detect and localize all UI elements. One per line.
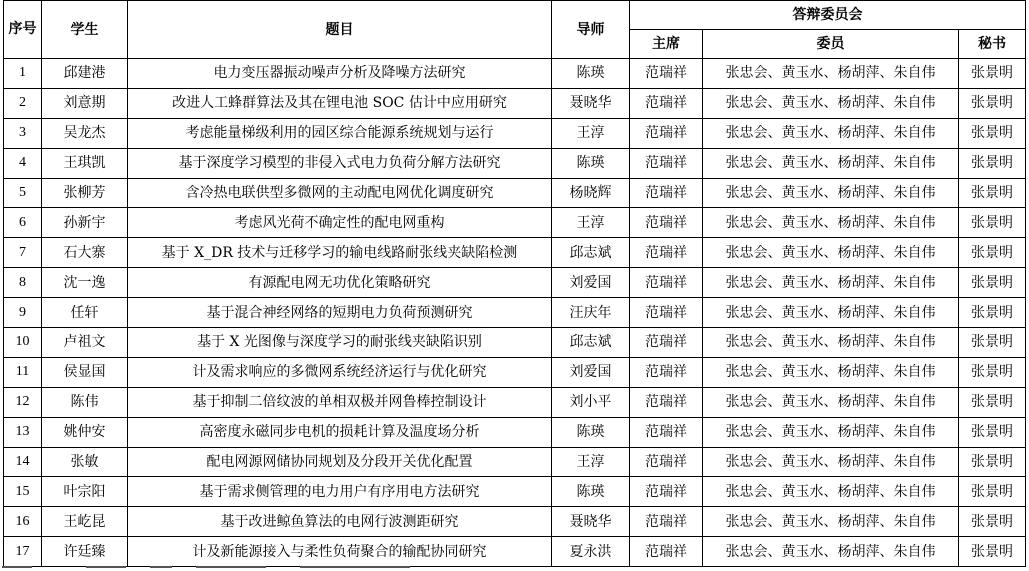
cell-advisor: 汪庆年 (552, 298, 630, 328)
cell-seq: 12 (4, 387, 42, 417)
header-title: 题目 (128, 1, 552, 59)
cell-title: 电力变压器振动噪声分析及降噪方法研究 (128, 59, 552, 89)
table-row (4, 148, 1026, 178)
cell-student: 吴龙杰 (42, 118, 128, 148)
cell-title: 高密度永磁同步电机的损耗计算及温度场分析 (128, 417, 552, 447)
cell-members: 张忠会、黄玉水、杨胡萍、朱自伟 (703, 118, 959, 148)
cell-advisor: 王淳 (552, 118, 630, 148)
cell-secretary: 张景明 (959, 537, 1026, 567)
cut-off-footer-text (0, 566, 1029, 571)
cell-secretary: 张景明 (959, 298, 1026, 328)
cell-secretary: 张景明 (959, 268, 1026, 298)
table-row (4, 477, 1026, 507)
cell-members: 张忠会、黄玉水、杨胡萍、朱自伟 (703, 238, 959, 268)
cell-advisor: 夏永洪 (552, 537, 630, 567)
cell-title: 基于改进鲸鱼算法的电网行波测距研究 (128, 507, 552, 537)
cell-seq: 1 (4, 59, 42, 89)
header-members: 委员 (703, 30, 959, 59)
cell-advisor: 聂晓华 (552, 88, 630, 118)
cell-members: 张忠会、黄玉水、杨胡萍、朱自伟 (703, 148, 959, 178)
header-row-1 (4, 1, 1026, 30)
cell-members: 张忠会、黄玉水、杨胡萍、朱自伟 (703, 387, 959, 417)
cell-advisor: 陈瑛 (552, 477, 630, 507)
cell-chair: 范瑞祥 (630, 477, 703, 507)
header-chair: 主席 (630, 30, 703, 59)
cell-chair: 范瑞祥 (630, 507, 703, 537)
header-student: 学生 (42, 1, 128, 59)
table-row (4, 59, 1026, 89)
defense-schedule-table (3, 0, 1026, 567)
cell-chair: 范瑞祥 (630, 387, 703, 417)
cell-secretary: 张景明 (959, 59, 1026, 89)
cell-chair: 范瑞祥 (630, 148, 703, 178)
cell-student: 王屹昆 (42, 507, 128, 537)
cell-secretary: 张景明 (959, 447, 1026, 477)
cell-advisor: 陈瑛 (552, 59, 630, 89)
cell-title: 考虑能量梯级利用的园区综合能源系统规划与运行 (128, 118, 552, 148)
cell-chair: 范瑞祥 (630, 298, 703, 328)
cell-members: 张忠会、黄玉水、杨胡萍、朱自伟 (703, 59, 959, 89)
cell-seq: 16 (4, 507, 42, 537)
cell-chair: 范瑞祥 (630, 178, 703, 208)
table-row (4, 537, 1026, 567)
cell-members: 张忠会、黄玉水、杨胡萍、朱自伟 (703, 88, 959, 118)
cell-advisor: 刘小平 (552, 387, 630, 417)
header-committee: 答辩委员会 (630, 1, 1026, 30)
table-row (4, 178, 1026, 208)
cell-student: 陈伟 (42, 387, 128, 417)
cell-chair: 范瑞祥 (630, 417, 703, 447)
cell-seq: 3 (4, 118, 42, 148)
cell-seq: 11 (4, 357, 42, 387)
cell-advisor: 杨晓辉 (552, 178, 630, 208)
cell-chair: 范瑞祥 (630, 88, 703, 118)
cell-chair: 范瑞祥 (630, 328, 703, 358)
cell-title: 基于需求侧管理的电力用户有序用电方法研究 (128, 477, 552, 507)
table-row (4, 357, 1026, 387)
cell-title: 基于 X_DR 技术与迁移学习的输电线路耐张线夹缺陷检测 (128, 238, 552, 268)
cell-title: 含冷热电联供型多微网的主动配电网优化调度研究 (128, 178, 552, 208)
table-row (4, 417, 1026, 447)
cell-seq: 13 (4, 417, 42, 447)
table-row (4, 387, 1026, 417)
table-body (4, 59, 1026, 567)
cell-title: 计及需求响应的多微网系统经济运行与优化研究 (128, 357, 552, 387)
cell-student: 邱建港 (42, 59, 128, 89)
cell-title: 基于混合神经网络的短期电力负荷预测研究 (128, 298, 552, 328)
cell-advisor: 刘爱国 (552, 268, 630, 298)
cell-seq: 17 (4, 537, 42, 567)
table-row (4, 447, 1026, 477)
cell-seq: 6 (4, 208, 42, 238)
cell-members: 张忠会、黄玉水、杨胡萍、朱自伟 (703, 537, 959, 567)
cell-seq: 2 (4, 88, 42, 118)
table-row (4, 328, 1026, 358)
cell-advisor: 王淳 (552, 447, 630, 477)
cell-seq: 14 (4, 447, 42, 477)
cell-student: 王琪凯 (42, 148, 128, 178)
header-advisor: 导师 (552, 1, 630, 59)
cell-members: 张忠会、黄玉水、杨胡萍、朱自伟 (703, 477, 959, 507)
cell-chair: 范瑞祥 (630, 357, 703, 387)
header-seq (4, 1, 42, 59)
cell-secretary: 张景明 (959, 387, 1026, 417)
cell-student: 沈一逸 (42, 268, 128, 298)
cell-chair: 范瑞祥 (630, 118, 703, 148)
cell-student: 侯显国 (42, 357, 128, 387)
cell-members: 张忠会、黄玉水、杨胡萍、朱自伟 (703, 447, 959, 477)
cell-advisor: 刘爱国 (552, 357, 630, 387)
cell-student: 许廷臻 (42, 537, 128, 567)
cell-secretary: 张景明 (959, 357, 1026, 387)
cell-advisor: 王淳 (552, 208, 630, 238)
cell-chair: 范瑞祥 (630, 238, 703, 268)
cell-members: 张忠会、黄玉水、杨胡萍、朱自伟 (703, 178, 959, 208)
table-row (4, 268, 1026, 298)
cell-secretary: 张景明 (959, 328, 1026, 358)
cell-secretary: 张景明 (959, 148, 1026, 178)
header-secretary: 秘书 (959, 30, 1026, 59)
cell-title: 基于 X 光图像与深度学习的耐张线夹缺陷识别 (128, 328, 552, 358)
cell-seq: 5 (4, 178, 42, 208)
cell-members: 张忠会、黄玉水、杨胡萍、朱自伟 (703, 298, 959, 328)
cell-chair: 范瑞祥 (630, 447, 703, 477)
cell-seq: 4 (4, 148, 42, 178)
cell-members: 张忠会、黄玉水、杨胡萍、朱自伟 (703, 268, 959, 298)
cell-members: 张忠会、黄玉水、杨胡萍、朱自伟 (703, 328, 959, 358)
header-seq-text: 序号 (8, 21, 37, 37)
cell-secretary: 张景明 (959, 417, 1026, 447)
cell-title: 改进人工蜂群算法及其在锂电池 SOC 估计中应用研究 (128, 88, 552, 118)
cell-secretary: 张景明 (959, 507, 1026, 537)
cell-advisor: 邱志斌 (552, 238, 630, 268)
cell-secretary: 张景明 (959, 208, 1026, 238)
cell-student: 刘意期 (42, 88, 128, 118)
cell-student: 叶宗阳 (42, 477, 128, 507)
cell-advisor: 陈瑛 (552, 417, 630, 447)
cell-members: 张忠会、黄玉水、杨胡萍、朱自伟 (703, 507, 959, 537)
table-row (4, 298, 1026, 328)
cell-title: 有源配电网无功优化策略研究 (128, 268, 552, 298)
cell-student: 任轩 (42, 298, 128, 328)
cell-chair: 范瑞祥 (630, 59, 703, 89)
cell-title: 基于抑制二倍纹波的单相双极并网鲁棒控制设计 (128, 387, 552, 417)
cell-advisor: 聂晓华 (552, 507, 630, 537)
cell-title: 计及新能源接入与柔性负荷聚合的输配协同研究 (128, 537, 552, 567)
cell-secretary: 张景明 (959, 477, 1026, 507)
cell-members: 张忠会、黄玉水、杨胡萍、朱自伟 (703, 208, 959, 238)
table-row (4, 507, 1026, 537)
cell-seq: 15 (4, 477, 42, 507)
table-row (4, 118, 1026, 148)
cell-student: 孙新宇 (42, 208, 128, 238)
table-row (4, 88, 1026, 118)
cell-title: 基于深度学习模型的非侵入式电力负荷分解方法研究 (128, 148, 552, 178)
cell-title: 配电网源网储协同规划及分段开关优化配置 (128, 447, 552, 477)
cell-secretary: 张景明 (959, 178, 1026, 208)
cell-members: 张忠会、黄玉水、杨胡萍、朱自伟 (703, 417, 959, 447)
cell-seq: 7 (4, 238, 42, 268)
cell-student: 姚仲安 (42, 417, 128, 447)
cell-secretary: 张景明 (959, 238, 1026, 268)
cell-seq: 10 (4, 328, 42, 358)
cell-secretary: 张景明 (959, 88, 1026, 118)
table-row (4, 208, 1026, 238)
cell-seq: 8 (4, 268, 42, 298)
table-row (4, 238, 1026, 268)
cell-title: 考虑风光荷不确定性的配电网重构 (128, 208, 552, 238)
cell-student: 张柳芳 (42, 178, 128, 208)
cell-chair: 范瑞祥 (630, 537, 703, 567)
cell-student: 石大寨 (42, 238, 128, 268)
cell-chair: 范瑞祥 (630, 208, 703, 238)
cell-student: 卢祖文 (42, 328, 128, 358)
cell-advisor: 邱志斌 (552, 328, 630, 358)
cell-members: 张忠会、黄玉水、杨胡萍、朱自伟 (703, 357, 959, 387)
cell-student: 张敏 (42, 447, 128, 477)
cell-advisor: 陈瑛 (552, 148, 630, 178)
cell-chair: 范瑞祥 (630, 268, 703, 298)
cell-seq: 9 (4, 298, 42, 328)
cell-secretary: 张景明 (959, 118, 1026, 148)
